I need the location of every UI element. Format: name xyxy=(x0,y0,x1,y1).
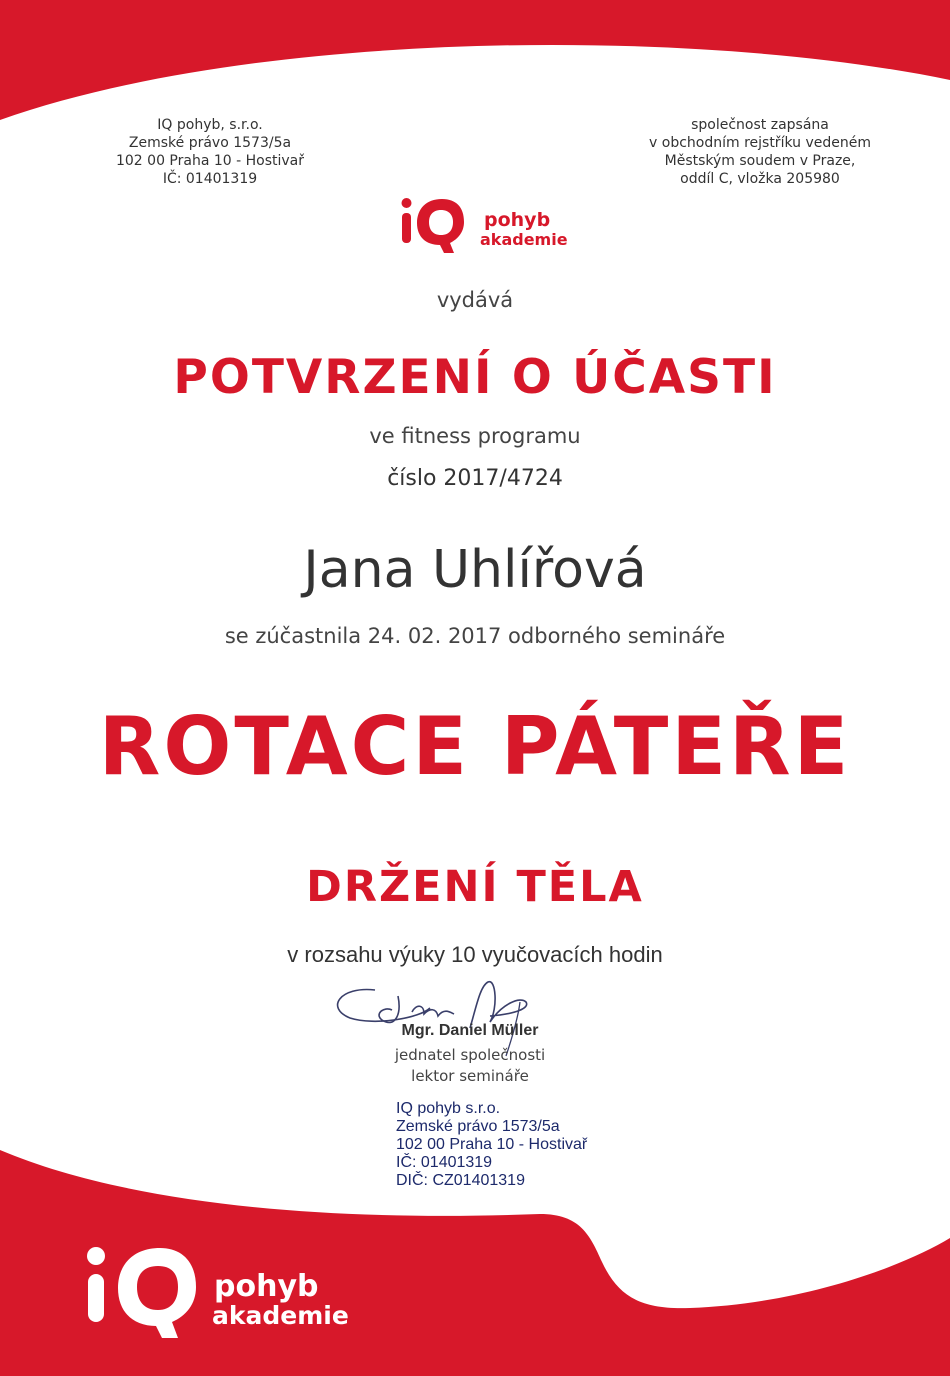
top-red-band xyxy=(0,0,950,120)
scope-line: v rozsahu výuky 10 vyučovacích hodin xyxy=(287,942,663,967)
registry-line-3: Městským soudem v Praze, xyxy=(664,153,856,169)
stamp-line-1: IQ pohyb s.r.o. xyxy=(396,1100,501,1117)
stamp-line-5: DIČ: CZ01401319 xyxy=(396,1172,525,1189)
iq-pohyb-logo-bottom xyxy=(78,1240,358,1340)
handwritten-signature xyxy=(320,968,560,1058)
logo-i-dot xyxy=(402,198,412,208)
signatory-name: Mgr. Daniel Müller xyxy=(401,1022,539,1039)
logo-bottom-q xyxy=(118,1248,196,1338)
logo-word-akademie: akademie xyxy=(480,230,568,249)
company-address xyxy=(100,116,320,188)
logo-i-stem xyxy=(402,213,411,243)
logo-word-pohyb: pohyb xyxy=(484,209,551,231)
participant-name: Jana Uhlířová xyxy=(303,540,647,600)
certificate-title: POTVRZENÍ O ÚČASTI xyxy=(173,350,777,405)
stamp-line-3: 102 00 Praha 10 - Hostivař xyxy=(396,1136,588,1153)
stamp-line-2: Zemské právo 1573/5a xyxy=(396,1118,560,1135)
logo-bottom-word-pohyb: pohyb xyxy=(214,1269,319,1304)
issues-label: vydává xyxy=(436,288,514,312)
logo-bottom-i-dot xyxy=(87,1247,105,1265)
company-city: 102 00 Praha 10 - Hostivař xyxy=(115,153,305,169)
registry-line-1: společnost zapsána xyxy=(691,117,829,133)
logo-bottom-i-stem xyxy=(88,1274,104,1322)
certificate-number: číslo 2017/4724 xyxy=(387,466,563,491)
program-line: ve fitness programu xyxy=(369,424,581,448)
logo-q xyxy=(417,199,464,253)
company-id: IČ: 01401319 xyxy=(162,171,258,187)
signatory-role-lecturer: lektor semináře xyxy=(411,1067,529,1085)
seminar-subtitle: DRŽENÍ TĚLA xyxy=(306,862,644,912)
stamp-line-4: IČ: 01401319 xyxy=(396,1154,493,1171)
signatory-role-director: jednatel společnosti xyxy=(394,1046,546,1064)
registry-line-2: v obchodním rejstříku vedeném xyxy=(649,135,871,151)
company-name: IQ pohyb, s.r.o. xyxy=(157,117,263,133)
seminar-title: ROTACE PÁTEŘE xyxy=(98,700,852,793)
iq-pohyb-logo-top xyxy=(398,193,578,253)
logo-bottom-word-akademie: akademie xyxy=(212,1301,349,1330)
attendance-line: se zúčastnila 24. 02. 2017 odborného semináře xyxy=(224,624,726,648)
company-street: Zemské právo 1573/5a xyxy=(128,135,292,151)
company-stamp xyxy=(396,1100,587,1190)
registry-line-4: oddíl C, vložka 205980 xyxy=(680,171,840,187)
registry-info xyxy=(610,116,910,188)
